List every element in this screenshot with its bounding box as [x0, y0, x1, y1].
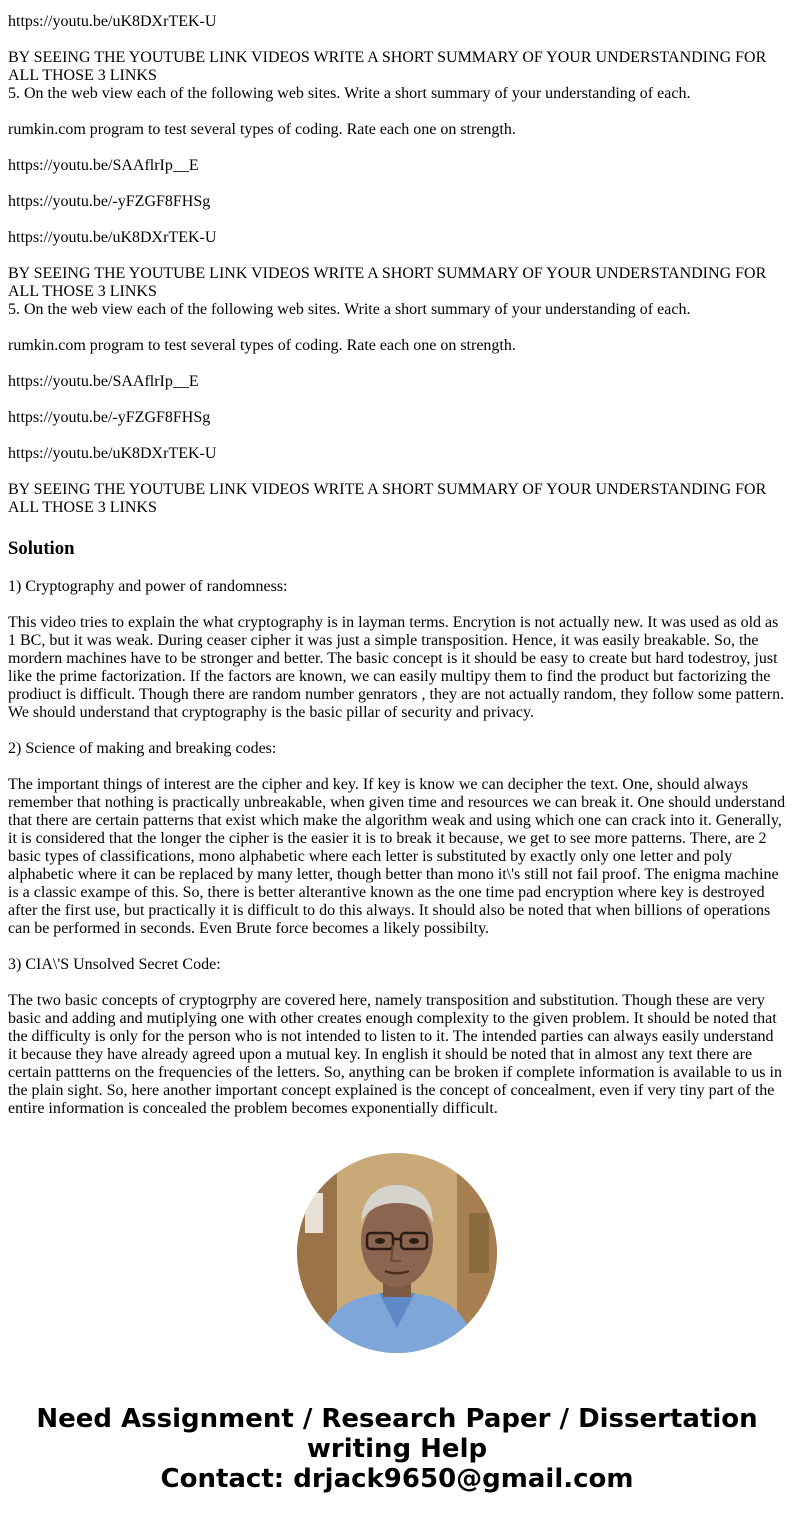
section-title: 3) CIA\'S Unsolved Secret Code: [8, 956, 221, 973]
section-body: This video tries to explain the what cryptography is in layman terms. Encrytion is not actually new. It was used as old as 1 BC, but it was weak. During ceaser cipher it was just a simple transposition. Hence, it was easily breakable. So, the mordern machines have to be stronger and better. The basic concept is it should be easy to create but hard todestroy, just like the prime factorization. If the factors are known, we can easily multipy them to find the product but factorizing the prodiuct is difficult. Though there are random number genrators , they are not actually random, they follow some pattern. We should understand that cryptography is the basic pillar of security and privacy. [8, 614, 785, 721]
question-item-5: 5. On the web view each of the following web sites. Write a short summary of your understanding of each. [8, 301, 691, 318]
question-instruction: BY SEEING THE YOUTUBE LINK VIDEOS WRITE A SHORT SUMMARY OF YOUR UNDERSTANDING FOR ALL THOSE 3 LINKS [8, 481, 767, 516]
question-link: https://youtu.be/-yFZGF8FHSg [8, 193, 211, 210]
question-link: https://youtu.be/uK8DXrTEK-U [8, 229, 217, 246]
question-rumkin: rumkin.com program to test several types of coding. Rate each one on strength. [8, 121, 516, 138]
section-body: The important things of interest are the cipher and key. If key is know we can decipher the text. One, should always remember that nothing is practically unbreakable, when given time and resources we can break it. One should understand that there are certain patterns that exist which make the algorithm weak and using which one can crack into it. Generally, it is considered that the longer the cipher is the easier it is to break it because, we get to see more patterns. There, are 2 basic types of classifications, mono alphabetic where each letter is substituted by exactly only one letter and poly alphabetic where it can be replaced by many letter, though better than mono it\'s still not fail proof. The enigma machine is a classic exampe of this. So, there is better alterantive known as the one time pad encryption where key is destroyed after the first use, but practically it is difficult to do this always. It should also be noted that when billions of operations can be performed in seconds. Even Brute force becomes a likely possibilty. [8, 776, 786, 937]
question-instruction: BY SEEING THE YOUTUBE LINK VIDEOS WRITE A SHORT SUMMARY OF YOUR UNDERSTANDING FOR ALL THOSE 3 LINKS [8, 49, 767, 84]
section-title: 1) Cryptography and power of randomness: [8, 578, 288, 595]
section-title: 2) Science of making and breaking codes: [8, 740, 277, 757]
document-body [8, 13, 786, 1136]
question-link: https://youtu.be/SAAflrIp__E [8, 373, 199, 390]
footer-line: Need Assignment / Research Paper / Dissertation [36, 1404, 758, 1434]
author-portrait-image [297, 1153, 497, 1353]
author-avatar [297, 1153, 497, 1353]
footer-contact-email: Contact: drjack9650@gmail.com [160, 1464, 634, 1494]
section-body: The two basic concepts of cryptogrphy are covered here, namely transposition and substitution. Though these are very basic and adding and mutiplying one with other creates enough complexity to the given problem. It should be noted that the difficulty is only for the person who is not intended to listen to it. The intended parties can always easily understand it because they have already agreed upon a mutual key. In english it should be noted that in almost any text there are certain pattterns on the frequencies of the letters. So, anything can be broken if complete information is available to us in the plain sight. So, here another important concept explained is the concept of concealment, even if very tiny part of the entire information is concealed the problem becomes exponentially difficult. [8, 992, 782, 1117]
question-rumkin: rumkin.com program to test several types of coding. Rate each one on strength. [8, 337, 516, 354]
footer-line: writing Help [306, 1434, 488, 1464]
contact-footer [0, 1404, 794, 1494]
question-link: https://youtu.be/uK8DXrTEK-U [8, 13, 217, 30]
question-link: https://youtu.be/uK8DXrTEK-U [8, 445, 217, 462]
solution-heading: Solution [8, 538, 75, 559]
question-link: https://youtu.be/SAAflrIp__E [8, 157, 199, 174]
question-item-5: 5. On the web view each of the following web sites. Write a short summary of your understanding of each. [8, 85, 691, 102]
question-link: https://youtu.be/-yFZGF8FHSg [8, 409, 211, 426]
question-instruction: BY SEEING THE YOUTUBE LINK VIDEOS WRITE A SHORT SUMMARY OF YOUR UNDERSTANDING FOR ALL THOSE 3 LINKS [8, 265, 767, 300]
